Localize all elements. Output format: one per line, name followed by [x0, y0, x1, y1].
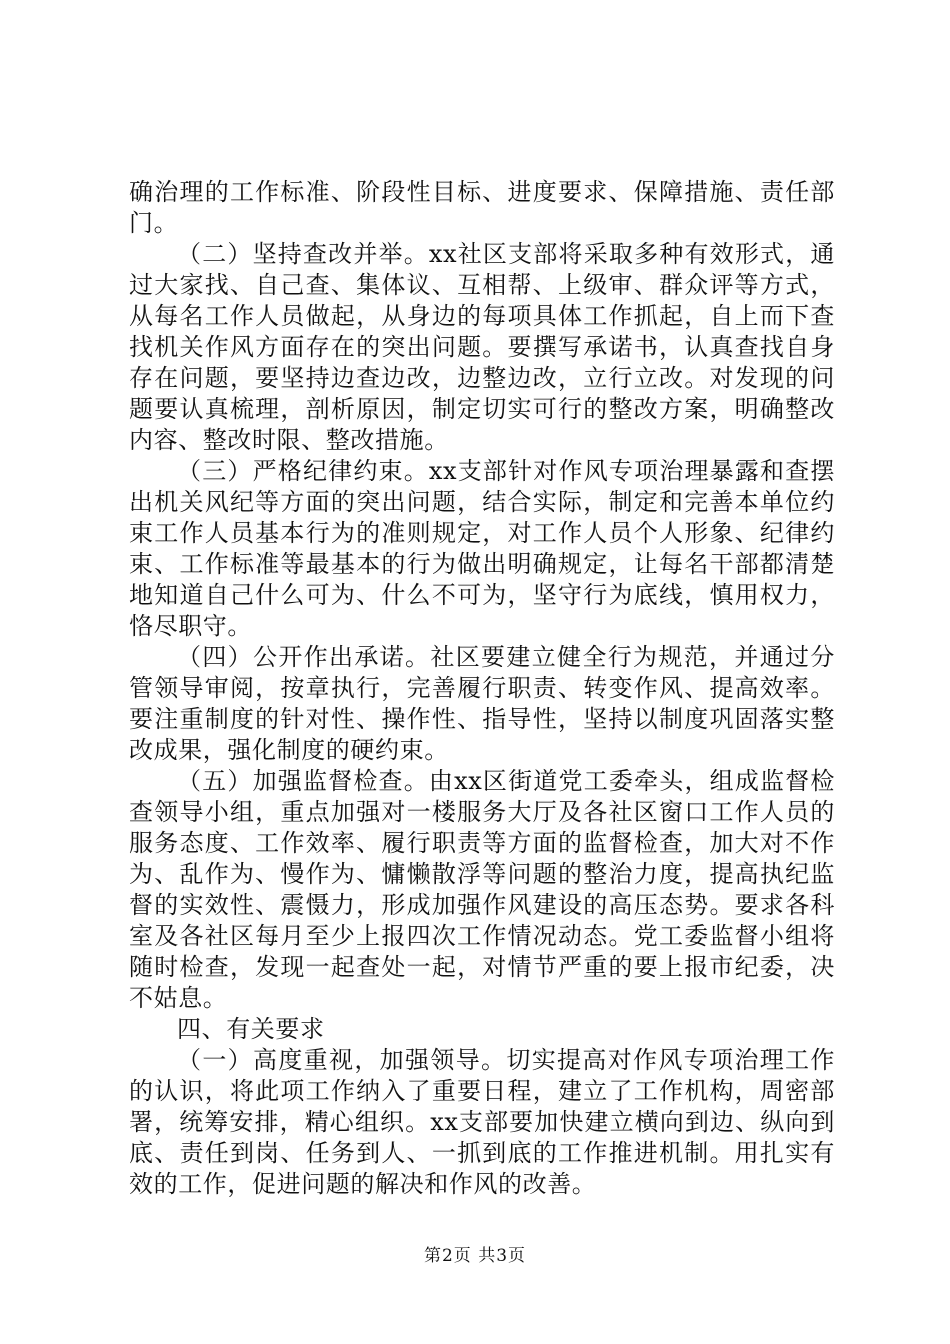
paragraph-item-3: （三）严格纪律约束。xx支部针对作风专项治理暴露和查摆出机关风纪等方面的突出问题，结合实际，制定和完善本单位约束工作人员基本行为的准则规定，对工作人员个人形象、纪律约束、工作标准等最基本的行为做出明确规定，让每名干部都清楚地知道自己什么可为、什么不可为，坚守行为底线，慎用权力，恪尽职守。 — [129, 457, 835, 640]
paragraph-requirement-1: （一）高度重视，加强领导。切实提高对作风专项治理工作的认识，将此项工作纳入了重要日程，建立了工作机构，周密部署，统筹安排，精心组织。xx支部要加快建立横向到边、纵向到底、责任到岗、任务到人、一抓到底的工作推进机制。用扎实有效的工作，促进问题的解决和作风的改善。 — [129, 1046, 835, 1198]
paragraph-continuation: 确治理的工作标准、阶段性目标、进度要求、保障措施、责任部门。 — [129, 178, 835, 237]
paragraph-item-4: （四）公开作出承诺。社区要建立健全行为规范，并通过分管领导审阅，按章执行，完善履行职责、转变作风、提高效率。要注重制度的针对性、操作性、指导性，坚持以制度巩固落实整改成果，强化制度的硬约束。 — [129, 643, 835, 764]
paragraph-item-2: （二）坚持查改并举。xx社区支部将采取多种有效形式，通过大家找、自己查、集体议、互相帮、上级审、群众评等方式，从每名工作人员做起，从身边的每项具体工作抓起，自上而下查找机关作风方面存在的突出问题。要撰写承诺书，认真查找自身存在问题，要坚持边查边改，边整边改，立行立改。对发现的问题要认真梳理，剖析原因，制定切实可行的整改方案，明确整改内容、整改时限、整改措施。 — [129, 240, 835, 454]
paragraph-item-5: （五）加强监督检查。由xx区街道党工委牵头，组成监督检查领导小组，重点加强对一楼服务大厅及各社区窗口工作人员的服务态度、工作效率、履行职责等方面的监督检查，加大对不作为、乱作为、慢作为、慵懒散浮等问题的整治力度，提高执纪监督的实效性、震慑力，形成加强作风建设的高压态势。要求各科室及各社区每月至少上报四次工作情况动态。党工委监督小组将随时检查，发现一起查处一起，对情节严重的要上报市纪委，决不姑息。 — [129, 767, 835, 1012]
document-body — [129, 177, 835, 1200]
section-heading-requirements: 四、有关要求 — [177, 1015, 325, 1043]
page-number-footer: 第2页 共3页 — [423, 1246, 527, 1266]
